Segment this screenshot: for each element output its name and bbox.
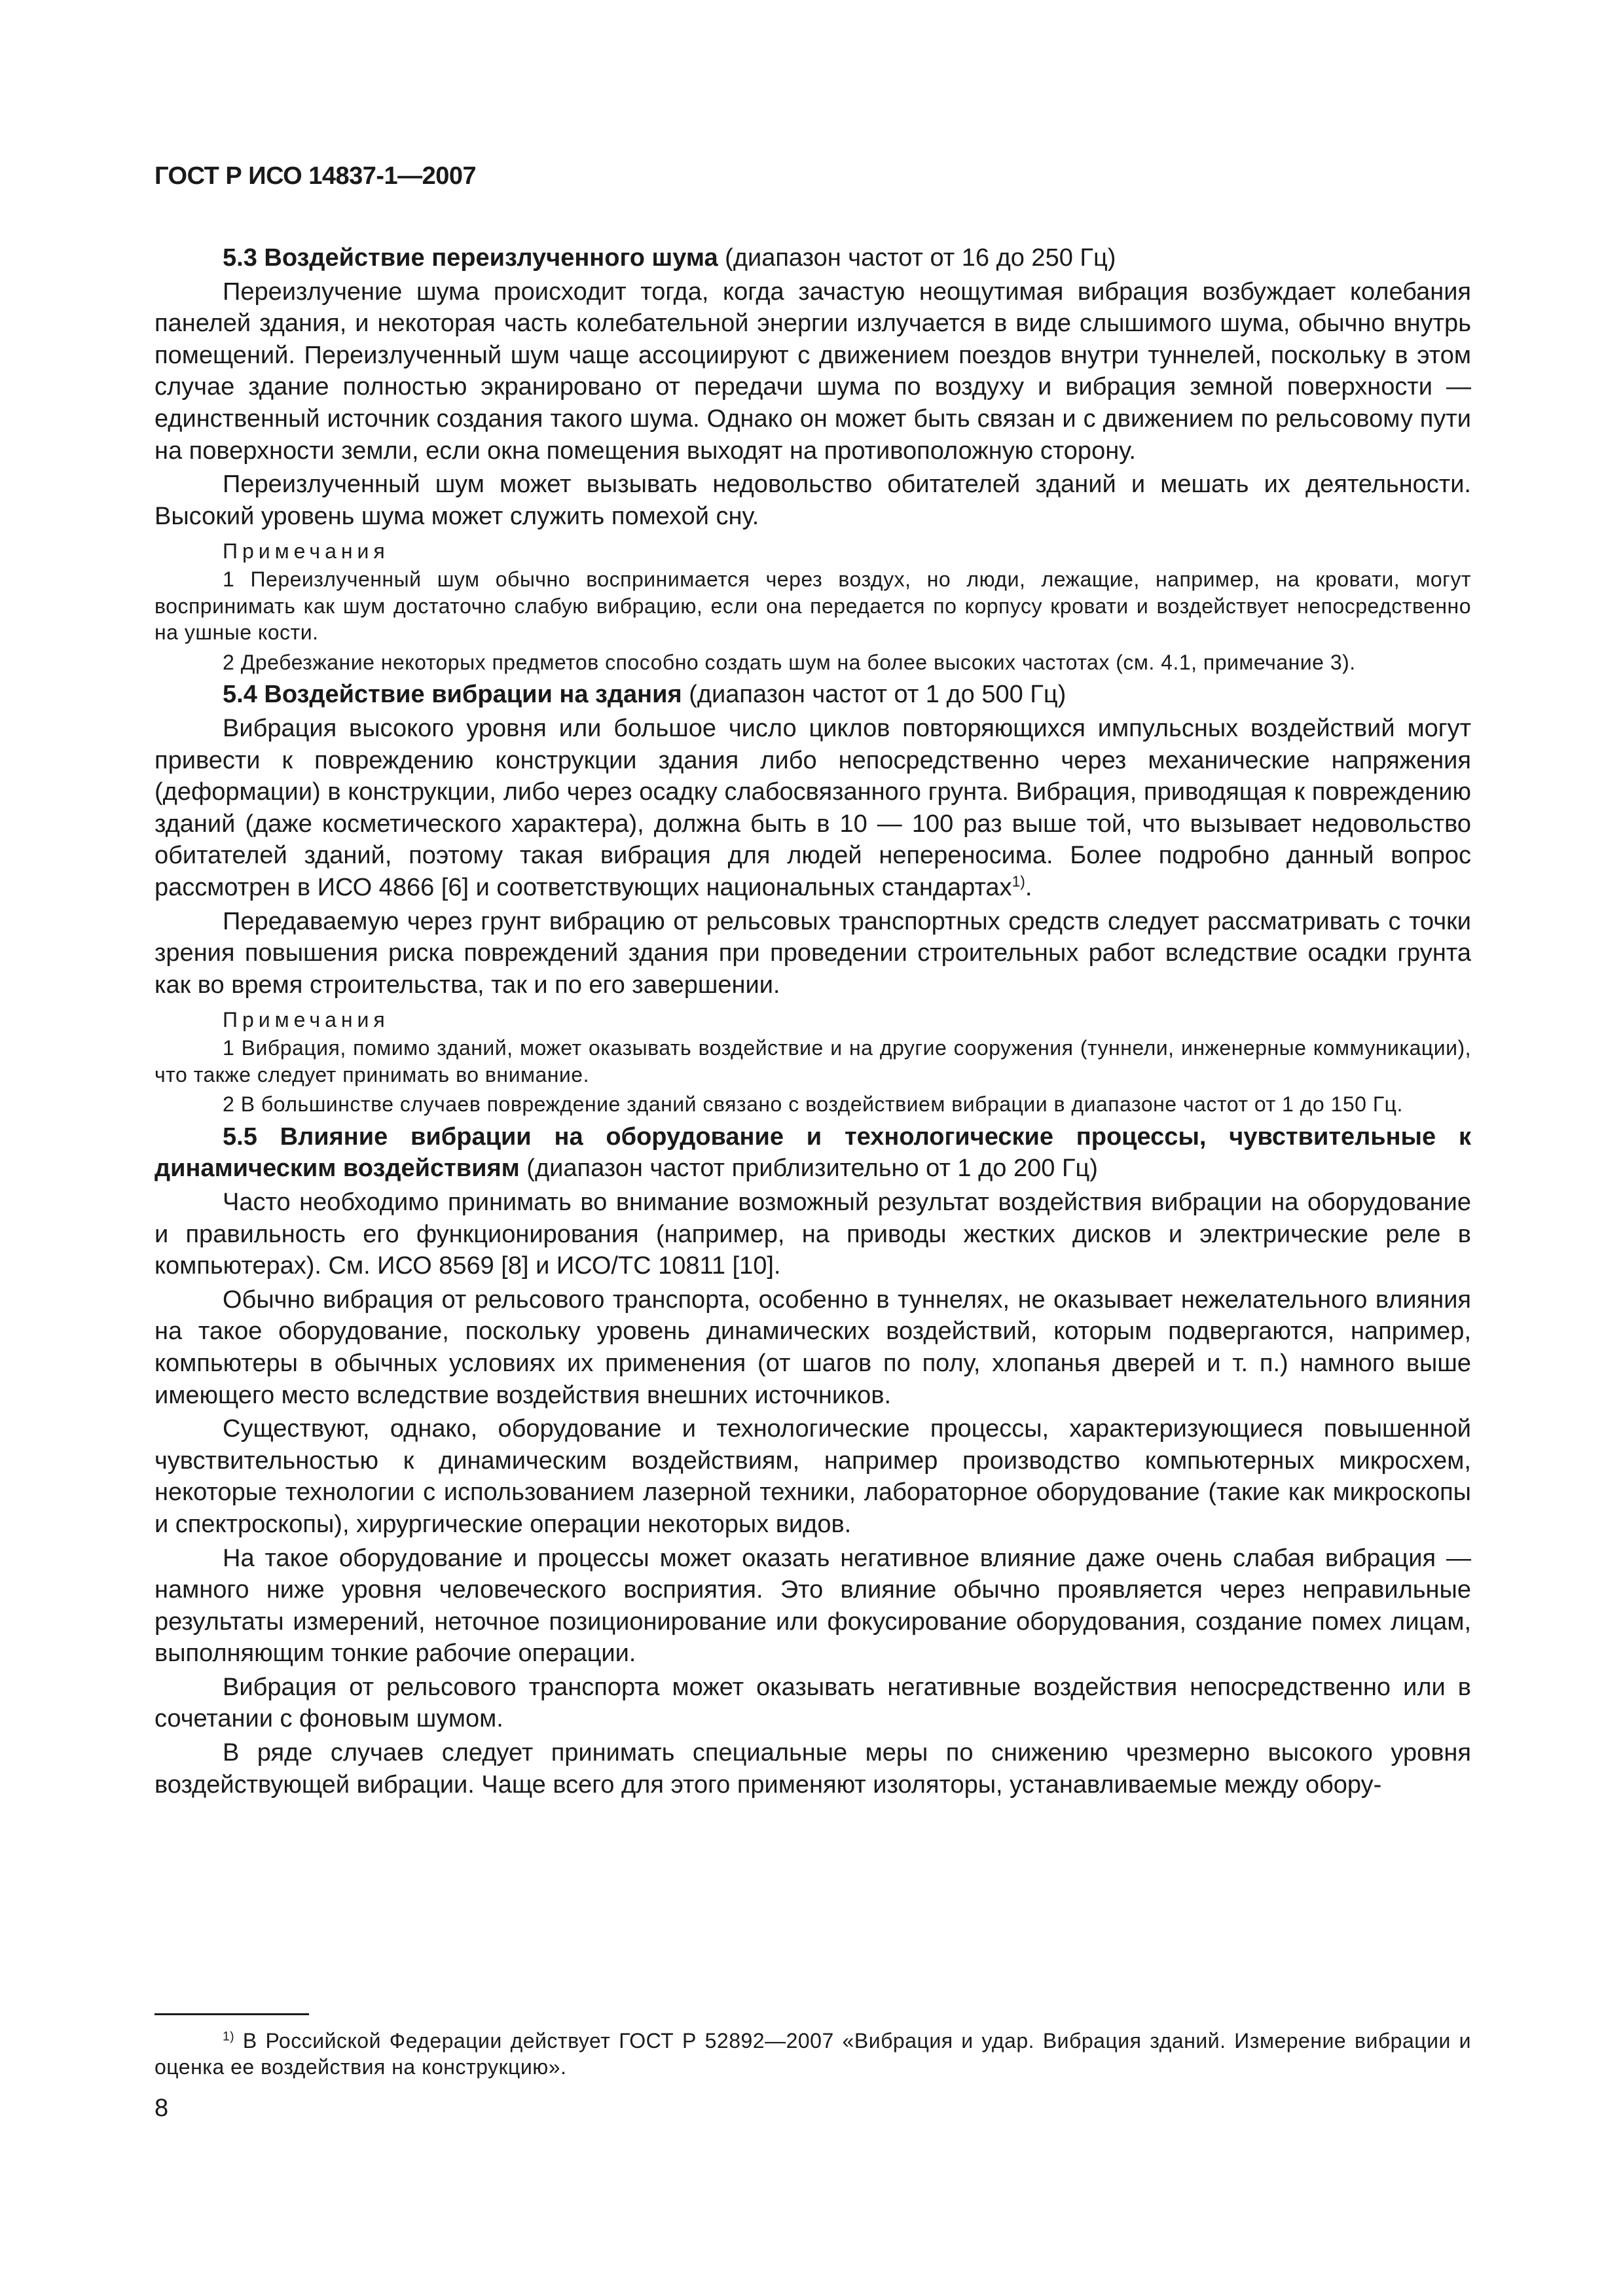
paragraph: Часто необходимо принимать во внимание возможный результат воздействия вибрации на оборудование и правильность его функционирования (например, на приводы жестких дисков и электрические реле в компьютерах). См. ИСО 8569 [8] и ИСО/ТС 10811 [10]. [155,1188,1471,1280]
footnote-text: В Российской Федерации действует ГОСТ Р 52892—2007 «Вибрация и удар. Вибрация зданий. Измерение вибрации и оценка ее воздействия на конструкцию». [155,2029,1471,2079]
frequency-range: (диапазон частот от 1 до 500 Гц) [682,681,1067,709]
paragraph: Переизлучение шума происходит тогда, когда зачастую неощутимая вибрация возбуждает колебания панелей здания, и некоторая часть колебательной энергии излучается в виде слышимого шума, обычно внутрь помещений. Переизлученный шум чаще ассоциируют с движением поездов внутри туннелей, поскольку в этом случае здание полностью экранировано от передачи шума по воздуху и вибрация земной поверхности — единственный источник создания такого шума. Однако он может быть связан и с движением по рельсовому пути на поверхности земли, если окна помещения выходят на противоположную сторону. [155,278,1471,465]
document-code-header: ГОСТ Р ИСО 14837-1—2007 [155,162,477,190]
paragraph: Вибрация высокого уровня или большое число циклов повторяющихся импульсных воздействий могут привести к повреждению конструкции здания либо непосредственно через механические напряжения (деформации) в конструкции, либо через осадку слабосвязанного грунта. Вибрация, приводящая к повреждению зданий (даже косметического характера), должна быть в 10 — 100 раз выше той, что вызывает недовольство обитателей зданий, поэтому такая вибрация для людей непереносима. Более подробно данный вопрос рассмотрен в ИСО 4866 [6] и соответствующих национальных стандартах$^{1)}$. [155,714,1471,901]
paragraph: Переизлученный шум может вызывать недовольство обитателей зданий и мешать их деятельности. Высокий уровень шума может служить помехой сну. [155,471,1471,530]
section-title: 5.3 Воздействие переизлученного шума [223,244,718,272]
paragraph: На такое оборудование и процессы может оказать негативное влияние даже очень слабая вибрация — намного ниже уровня человеческого восприятия. Это влияние обычно проявляется через неправильные результаты измерений, неточное позиционирование или фокусирование оборудования, создание помех лицам, выполняющим тонкие рабочие операции. [155,1544,1471,1668]
paragraph: В ряде случаев следует принимать специальные меры по снижению чрезмерно высокого уровня воздействующей вибрации. Чаще всего для этого применяют изоляторы, устанавливаемые между обору- [155,1739,1471,1799]
section-title: 5.4 Воздействие вибрации на здания [223,681,682,709]
note: 1 Вибрация, помимо зданий, может оказывать воздействие и на другие сооружения (туннели, инженерные коммуникации), что также следует принимать во внимание. [155,1036,1471,1086]
paragraph: Передаваемую через грунт вибрацию от рельсовых транспортных средств следует рассматривать с точки зрения повышения риска повреждений здания при проведении строительных работ вследствие осадки грунта как во время строительства, так и по его завершении. [155,907,1471,999]
footnote-marker: 1) [223,2030,235,2044]
paragraph: Обычно вибрация от рельсового транспорта, особенно в туннелях, не оказывает нежелательного влияния на такое оборудование, поскольку уровень динамических воздействий, которым подвергаются, например, компьютеры в обычных условиях их применения (от шагов по полу, хлопанья дверей и т. п.) намного выше имеющего место вследствие воздействия внешних источников. [155,1285,1471,1409]
footnote-reference[interactable]: 1) [1012,872,1025,890]
frequency-range: (диапазон частот от 16 до 250 Гц) [718,244,1116,272]
note: 2 В большинстве случаев повреждение зданий связано с воздействием вибрации в диапазоне частот от 1 до 150 Гц. [223,1092,1403,1117]
notes-heading: Примечания [223,539,390,564]
document-body [155,240,1471,1803]
paragraph: Существуют, однако, оборудование и технологические процессы, характеризующиеся повышенной чувствительностью к динамическим воздействиям, например производство компьютерных микросхем, некоторые технологии с использованием лазерной техники, лабораторное оборудование (такие как микроскопы и спектроскопы), хирургические операции некоторых видов. [155,1415,1471,1538]
section-5-3-heading [155,242,1471,274]
frequency-range: (диапазон частот приблизительно от 1 до 200 Гц) [519,1155,1098,1183]
section-5-5-heading [155,1121,1471,1185]
note: 1 Переизлученный шум обычно воспринимается через воздух, но люди, лежащие, например, на кровати, могут воспринимать как шум достаточно слабую вибрацию, если она передается по корпусу кровати и воздействует непосредственно на ушные кости. [155,567,1471,645]
footnote [155,2028,1471,2080]
note: 2 Дребезжание некоторых предметов способно создать шум на более высоких частотах (см. 4.1, примечание 3). [223,650,1356,674]
page-number: 8 [155,2094,169,2122]
section-5-4-heading [155,679,1471,711]
section-title: 5.5 Влияние вибрации на оборудование и технологические процессы, чувствительные к динамическим воздействиям [155,1122,1471,1183]
paragraph: Вибрация от рельсового транспорта может оказывать негативные воздействия непосредственно или в сочетании с фоновым шумом. [155,1673,1471,1733]
footnote-separator [155,2013,309,2015]
notes-heading: Примечания [223,1008,390,1032]
